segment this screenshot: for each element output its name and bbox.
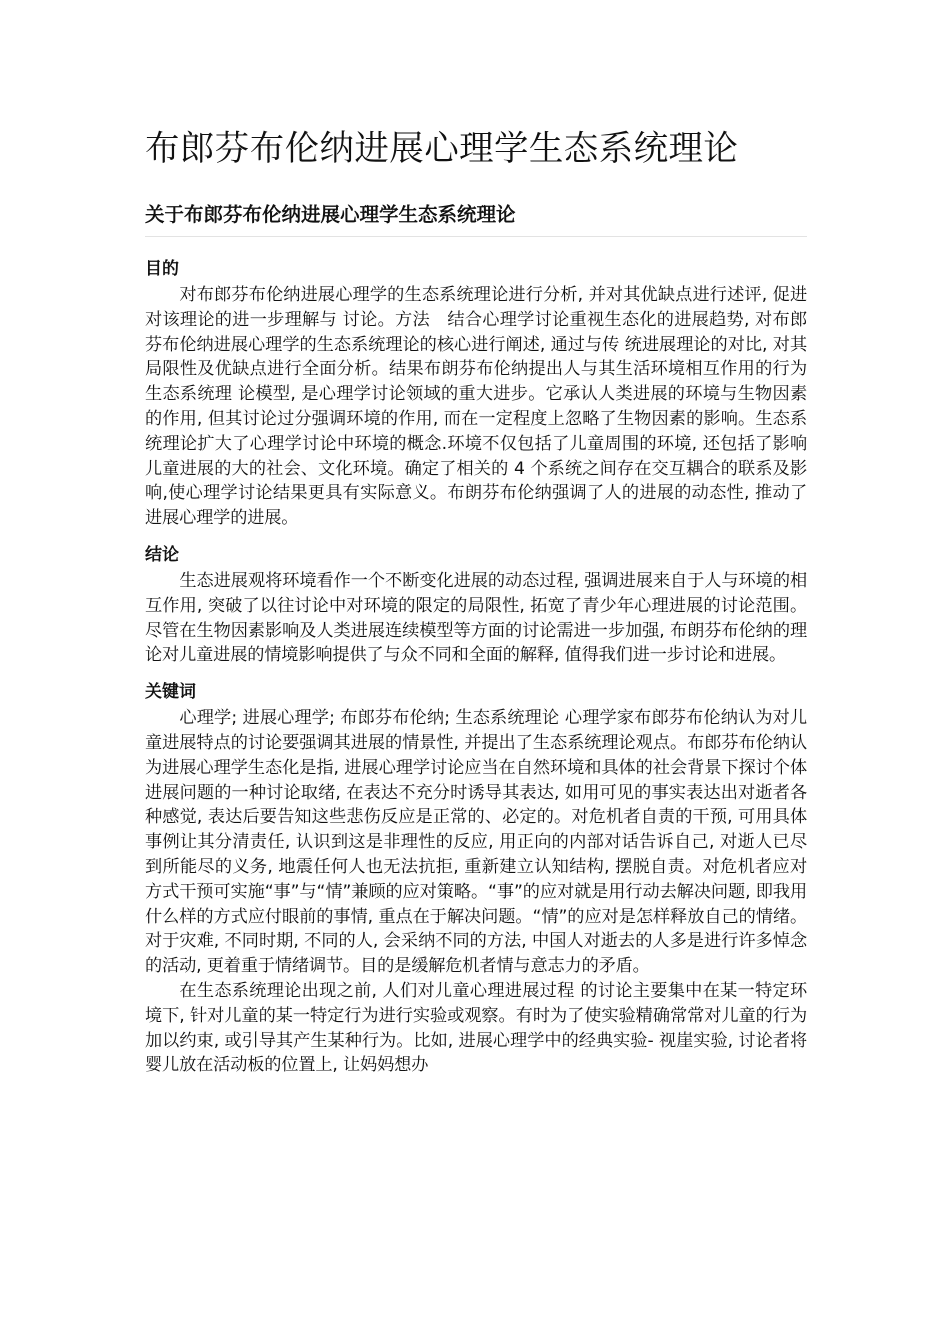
paragraph: 对布郎芬布伦纳进展心理学的生态系统理论进行分析, 并对其优缺点进行述评, 促进对该理论的进一步理解与 讨论。方法 结合心理学讨论重视生态化的进展趋势, 对布郎芬布伦纳进展心理学的生态系统理论的核心进行阐述, 通过与传 统进展理论的对比, 对其局限性及优缺点进行全面分析。结果布朗芬布伦纳提出人与其生活环境相互作用的行为生态系统理 论模型, 是心理学讨论领域的重大进步。它承认人类进展的环境与生物因素的作用, 但其讨论过分强调环境的作用, 而在一定程度上忽略了生物因素的影响。生态系统理论扩大了心理学讨论中环境的概念.环境不仅包括了儿童周围的环境, 还包括了影响儿童进展的大的社会、文化环境。确定了相关的 4 个系统之间存在交互耦合的联系及影响,使心理学讨论结果更具有实际意义。布朗芬布伦纳强调了人的进展的动态性, 推动了进展心理学的进展。 (145, 285, 807, 529)
section-keywords (145, 678, 807, 1078)
section-heading: 结论 (145, 544, 179, 565)
document-title: 布郎芬布伦纳进展心理学生态系统理论 (145, 129, 739, 169)
paragraph: 生态进展观将环境看作一个不断变化进展的动态过程, 强调进展来自于人与环境的相互作用, 突破了以往讨论中对环境的限定的局限性, 拓宽了青少年心理进展的讨论范围。尽管在生物因素影响及人类进展连续模型等方面的讨论需进一步加强, 布朗芬布伦纳的理论对儿童进展的情境影响提供了与众不同和全面的解释, 值得我们进一步讨论和进展。 (145, 570, 807, 666)
paragraph: 心理学; 进展心理学; 布郎芬布伦纳; 生态系统理论 心理学家布郎芬布伦纳认为对儿童进展特点的讨论要强调其进展的情景性, 并提出了生态系统理论观点。布郎芬布伦纳认为进展心理学生态化是指, 进展心理学讨论应当在自然环境和具体的社会背景下探讨个体进展问题的一种讨论取绪, 在表达不充分时诱导其表达, 如用可见的事实表达出对逝者各种感觉, 表达后要告知这些悲伤反应是正常的、必定的。对危机者自责的干预, 可用具体事例让其分清责任, 认识到这是非理性的反应, 用正向的内部对话告诉自己, 对逝人已尽到所能尽的义务, 地震任何人也无法抗拒, 重新建立认知结构, 摆脱自责。对危机者应对方式干预可实施“事”与“情”兼顾的应对策略。“事”的应对就是用行动去解决问题, 即我用什么样的方式应付眼前的事情, 重点在于解决问题。“情”的应对是怎样释放自己的情绪。对于灾难, 不同时期, 不同的人, 会采纳不同的方法, 中国人对逝去的人多是进行许多悼念的活动, 更着重于情绪调节。目的是缓解危机者情与意志力的矛盾。 (145, 708, 807, 977)
section-purpose (145, 255, 807, 531)
section-heading: 目的 (145, 259, 179, 279)
section-heading: 关键词 (145, 682, 196, 703)
paragraph: 在生态系统理论出现之前, 人们对儿童心理进展过程 的讨论主要集中在某一特定环境下, 针对儿童的某一特定行为进行实验或观察。有时为了使实验精确常常对儿童的行为加以约束, 或引导其产生某种行为。比如, 进展心理学中的经典实验- 视崖实验, 讨论者将婴儿放在活动板的位置上, 让妈妈想办 (145, 980, 807, 1076)
document-page (145, 118, 807, 1078)
document-subtitle: 关于布郎芬布伦纳进展心理学生态系统理论 (145, 198, 807, 237)
section-conclusion (145, 541, 807, 668)
